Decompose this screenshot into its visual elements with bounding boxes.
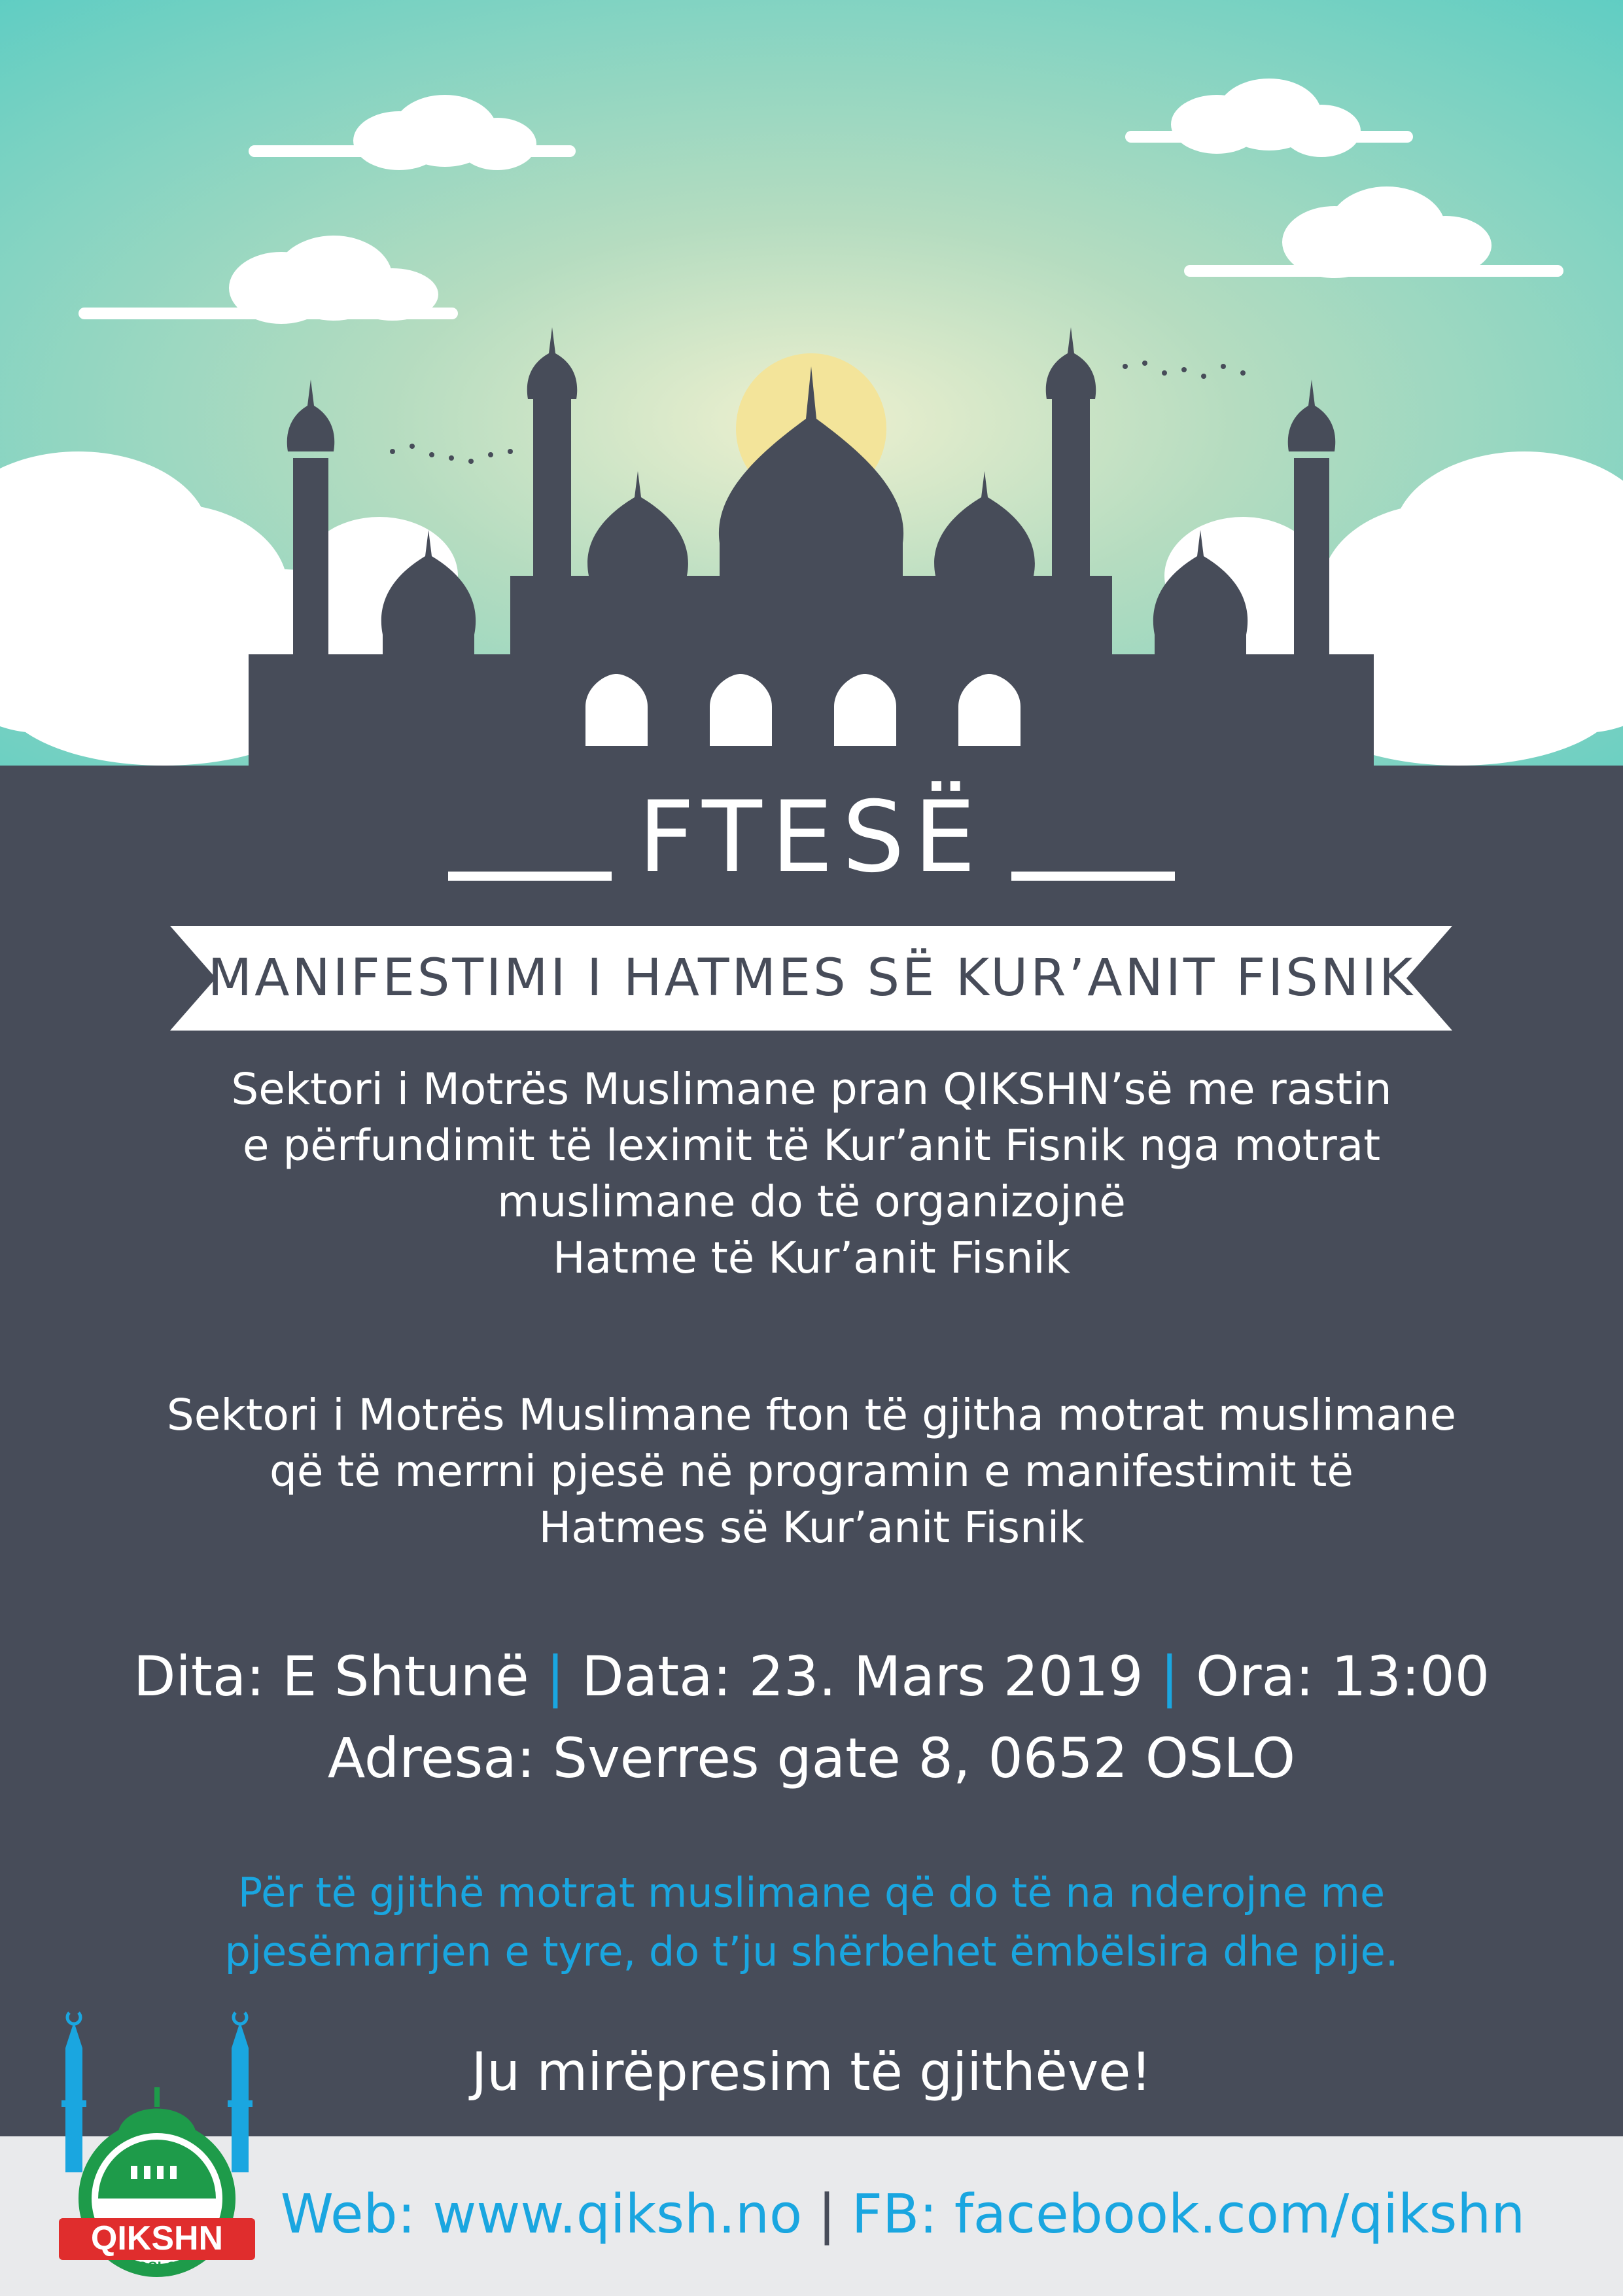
title-block [0, 782, 1623, 893]
event-address: Adresa: Sverres gate 8, 0652 OSLO [327, 1726, 1296, 1790]
facebook-link[interactable]: FB: facebook.com/qikshn [851, 2183, 1526, 2246]
paragraph-line: që të merrni pjesë në programin e manifestimit të [270, 1446, 1353, 1496]
welcome-text: Ju mirëpresim të gjithëve! [471, 2041, 1152, 2102]
event-datetime [0, 1636, 1623, 1718]
detail-separator: | [1160, 1644, 1179, 1708]
logo-city: OSLO [136, 2259, 178, 2275]
title-underline-left [448, 872, 612, 881]
mosque-illustration [0, 0, 1623, 766]
event-day: Dita: E Shtunë [133, 1644, 529, 1708]
paragraph-line: Sektori i Motrës Muslimane fton të gjitha motrat muslimane [166, 1390, 1457, 1440]
paragraph-line: muslimane do të organizojnë [497, 1176, 1126, 1227]
page-title: FTESË [638, 781, 985, 894]
banner-text: MANIFESTIMI I HATMES SË KUR’ANIT FISNIK [207, 949, 1416, 1008]
website-link[interactable]: Web: www.qiksh.no [280, 2183, 803, 2246]
event-time: Ora: 13:00 [1195, 1644, 1490, 1708]
footer-contacts [216, 2159, 1590, 2270]
paragraph-line: Sektori i Motrës Muslimane pran QIKSHN’së me rastin [231, 1064, 1392, 1114]
detail-separator: | [546, 1644, 565, 1708]
refreshments-note [0, 1863, 1623, 1981]
ribbon-banner [0, 926, 1623, 1031]
paragraph-line: Hatmes së Kur’anit Fisnik [538, 1502, 1085, 1553]
mosque-logo-icon [46, 2002, 268, 2277]
paragraph-intro [0, 1061, 1623, 1286]
logo-name: QIKSHN [90, 2219, 224, 2257]
paragraph-line: Hatme të Kur’anit Fisnik [553, 1233, 1070, 1283]
note-line: pjesëmarrjen e tyre, do t’ju shërbehet ëmbëlsira dhe pije. [224, 1928, 1399, 1975]
paragraph-line: e përfundimit të leximit të Kur’anit Fisnik nga motrat [242, 1120, 1381, 1171]
note-line: Për të gjithë motrat muslimane që do të na nderojne me [237, 1869, 1386, 1916]
footer-separator: | [818, 2183, 836, 2246]
event-date: Data: 23. Mars 2019 [582, 1644, 1143, 1708]
mosque-silhouette-icon [0, 0, 1623, 766]
event-details [0, 1636, 1623, 1799]
title-underline-right [1011, 872, 1175, 881]
paragraph-invitation [0, 1387, 1623, 1556]
